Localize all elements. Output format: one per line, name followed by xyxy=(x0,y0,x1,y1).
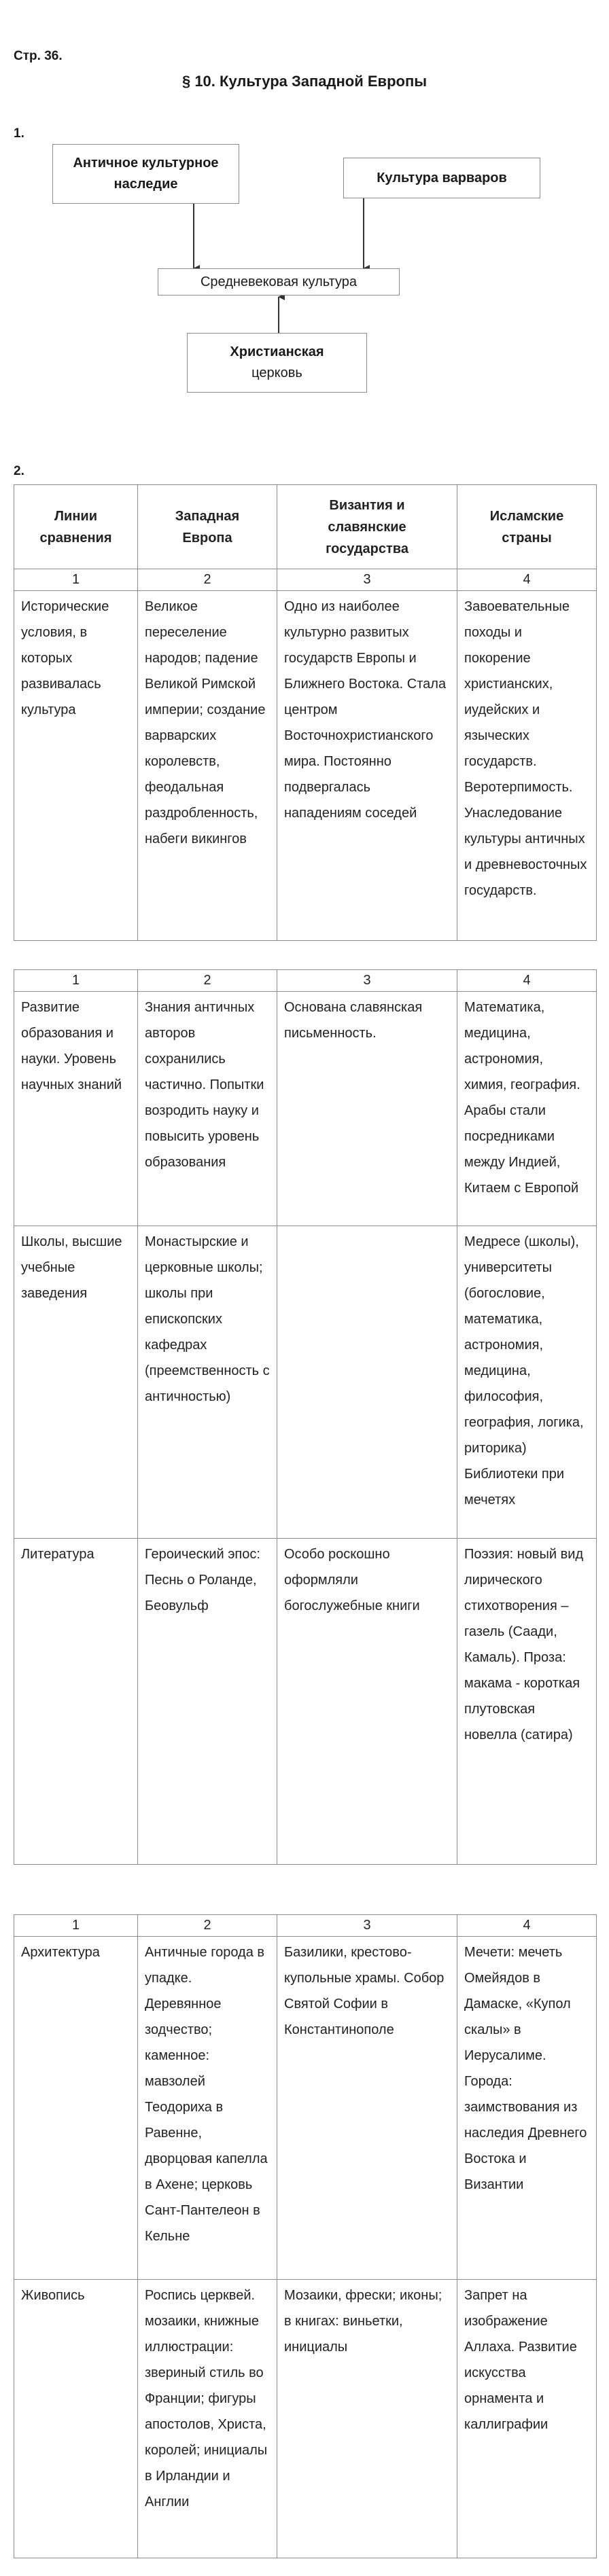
col-number-4: 4 xyxy=(457,1915,597,1937)
task-2-number: 2. xyxy=(14,464,24,478)
cell-islamic: Мечети: мечеть Омейядов в Дамаске, «Купол скалы» в Иерусалиме. Города: заимствования из наследия Древнего Востока и Византии xyxy=(457,1937,597,2280)
page-reference: Стр. 36. xyxy=(14,49,63,63)
col-number-3: 3 xyxy=(277,970,457,992)
col-number-2: 2 xyxy=(138,569,277,591)
cell-western-europe: Великое переселение народов; падение Великой Римской империи; создание варварских королевств, феодальная раздробленность, набеги викингов xyxy=(138,591,277,941)
header-islamic-countries: Исламские страны xyxy=(457,485,597,569)
comparison-table-part-3 xyxy=(14,1914,597,2558)
col-number-1: 1 xyxy=(14,1915,138,1937)
comparison-table-part-1 xyxy=(14,484,597,941)
cell-byzantium: Мозаики, фрески; иконы; в книгах: виньетки, инициалы xyxy=(277,2280,457,2558)
medieval-label: Средневековая культура xyxy=(200,274,358,289)
cell-line: Живопись xyxy=(14,2280,138,2558)
cell-line: Развитие образования и науки. Уровень научных знаний xyxy=(14,992,138,1226)
cell-byzantium: Основана славянская письменность. xyxy=(277,992,457,1226)
cell-byzantium: Базилики, крестово-купольные храмы. Собор Святой Софии в Константинополе xyxy=(277,1937,457,2280)
cell-islamic: Медресе (школы), университеты (богословие, математика, астрономия, медицина, философия, география, логика, риторика) Библиотеки при мечетях xyxy=(457,1226,597,1539)
table-row-education-science xyxy=(14,992,597,1226)
table-row-schools xyxy=(14,1226,597,1539)
cell-western-europe: Античные города в упадке. Деревянное зодчество; каменное: мавзолей Теодориха в Равенне, дворцовая капелла в Ахене; церковь Сант-Пантелеон в Кельне xyxy=(138,1937,277,2280)
column-number-row xyxy=(14,970,597,992)
col-number-3: 3 xyxy=(277,1915,457,1937)
section-title: § 10. Культура Западной Европы xyxy=(181,73,428,90)
cell-islamic: Поэзия: новый вид лирического стихотворения – газель (Саади, Камаль). Проза: макама - короткая плутовская новелла (сатира) xyxy=(457,1539,597,1865)
cell-western-europe: Героический эпос: Песнь о Роланде, Беовульф xyxy=(138,1539,277,1865)
church-line-2: церковь xyxy=(251,365,302,380)
cell-byzantium: Одно из наиболее культурно развитых государств Европы и Ближнего Востока. Стала центром Восточнохристианского мира. Постоянно подвергалась нападениям соседей xyxy=(277,591,457,941)
table-header-row xyxy=(14,485,597,569)
col-number-3: 3 xyxy=(277,569,457,591)
cell-byzantium xyxy=(277,1226,457,1539)
church-line-1: Христианская xyxy=(230,344,324,359)
table-row-architecture xyxy=(14,1937,597,2280)
cell-line: Школы, высшие учебные заведения xyxy=(14,1226,138,1539)
diagram-box-christian-church xyxy=(187,333,367,393)
column-number-row xyxy=(14,1915,597,1937)
cell-byzantium: Особо роскошно оформляли богослужебные книги xyxy=(277,1539,457,1865)
comparison-table-part-2 xyxy=(14,969,597,1865)
antique-line-1: Античное культурное xyxy=(73,156,219,171)
col-number-1: 1 xyxy=(14,569,138,591)
table-row-historical-conditions xyxy=(14,591,597,941)
cell-western-europe: Монастырские и церковные школы; школы при епископских кафедрах (преемственность с античностью) xyxy=(138,1226,277,1539)
antique-line-2: наследие xyxy=(114,177,178,192)
header-western-europe: Западная Европа xyxy=(138,485,277,569)
column-number-row xyxy=(14,569,597,591)
header-byzantium-slavic: Византия и славянские государства xyxy=(277,485,457,569)
col-number-2: 2 xyxy=(138,970,277,992)
col-number-1: 1 xyxy=(14,970,138,992)
table-row-painting xyxy=(14,2280,597,2558)
col-number-4: 4 xyxy=(457,569,597,591)
table-row-literature xyxy=(14,1539,597,1865)
cell-islamic: Запрет на изображение Аллаха. Развитие искусства орнамента и каллиграфии xyxy=(457,2280,597,2558)
cell-line: Литература xyxy=(14,1539,138,1865)
cell-line: Исторические условия, в которых развивалась культура xyxy=(14,591,138,941)
barbarian-label: Культура варваров xyxy=(377,170,507,185)
diagram-box-antique-heritage xyxy=(52,144,239,204)
cell-western-europe: Роспись церквей. мозаики, книжные иллюстрации: звериный стиль во Франции; фигуры апостолов, Христа, королей; инициалы в Ирландии и Англии xyxy=(138,2280,277,2558)
task-1-number: 1. xyxy=(14,126,24,141)
cell-line: Архитектура xyxy=(14,1937,138,2280)
header-lines-of-comparison: Линии сравнения xyxy=(14,485,138,569)
diagram-box-medieval-culture xyxy=(158,268,400,296)
col-number-4: 4 xyxy=(457,970,597,992)
cell-western-europe: Знания античных авторов сохранились частично. Попытки возродить науку и повысить уровень образования xyxy=(138,992,277,1226)
cell-islamic: Завоевательные походы и покорение христианских, иудейских и языческих государств. Веротерпимость. Унаследование культуры античных и древневосточных государств. xyxy=(457,591,597,941)
col-number-2: 2 xyxy=(138,1915,277,1937)
cell-islamic: Математика, медицина, астрономия, химия, география. Арабы стали посредниками между Индией, Китаем с Европой xyxy=(457,992,597,1226)
diagram-box-barbarian-culture xyxy=(343,158,540,198)
